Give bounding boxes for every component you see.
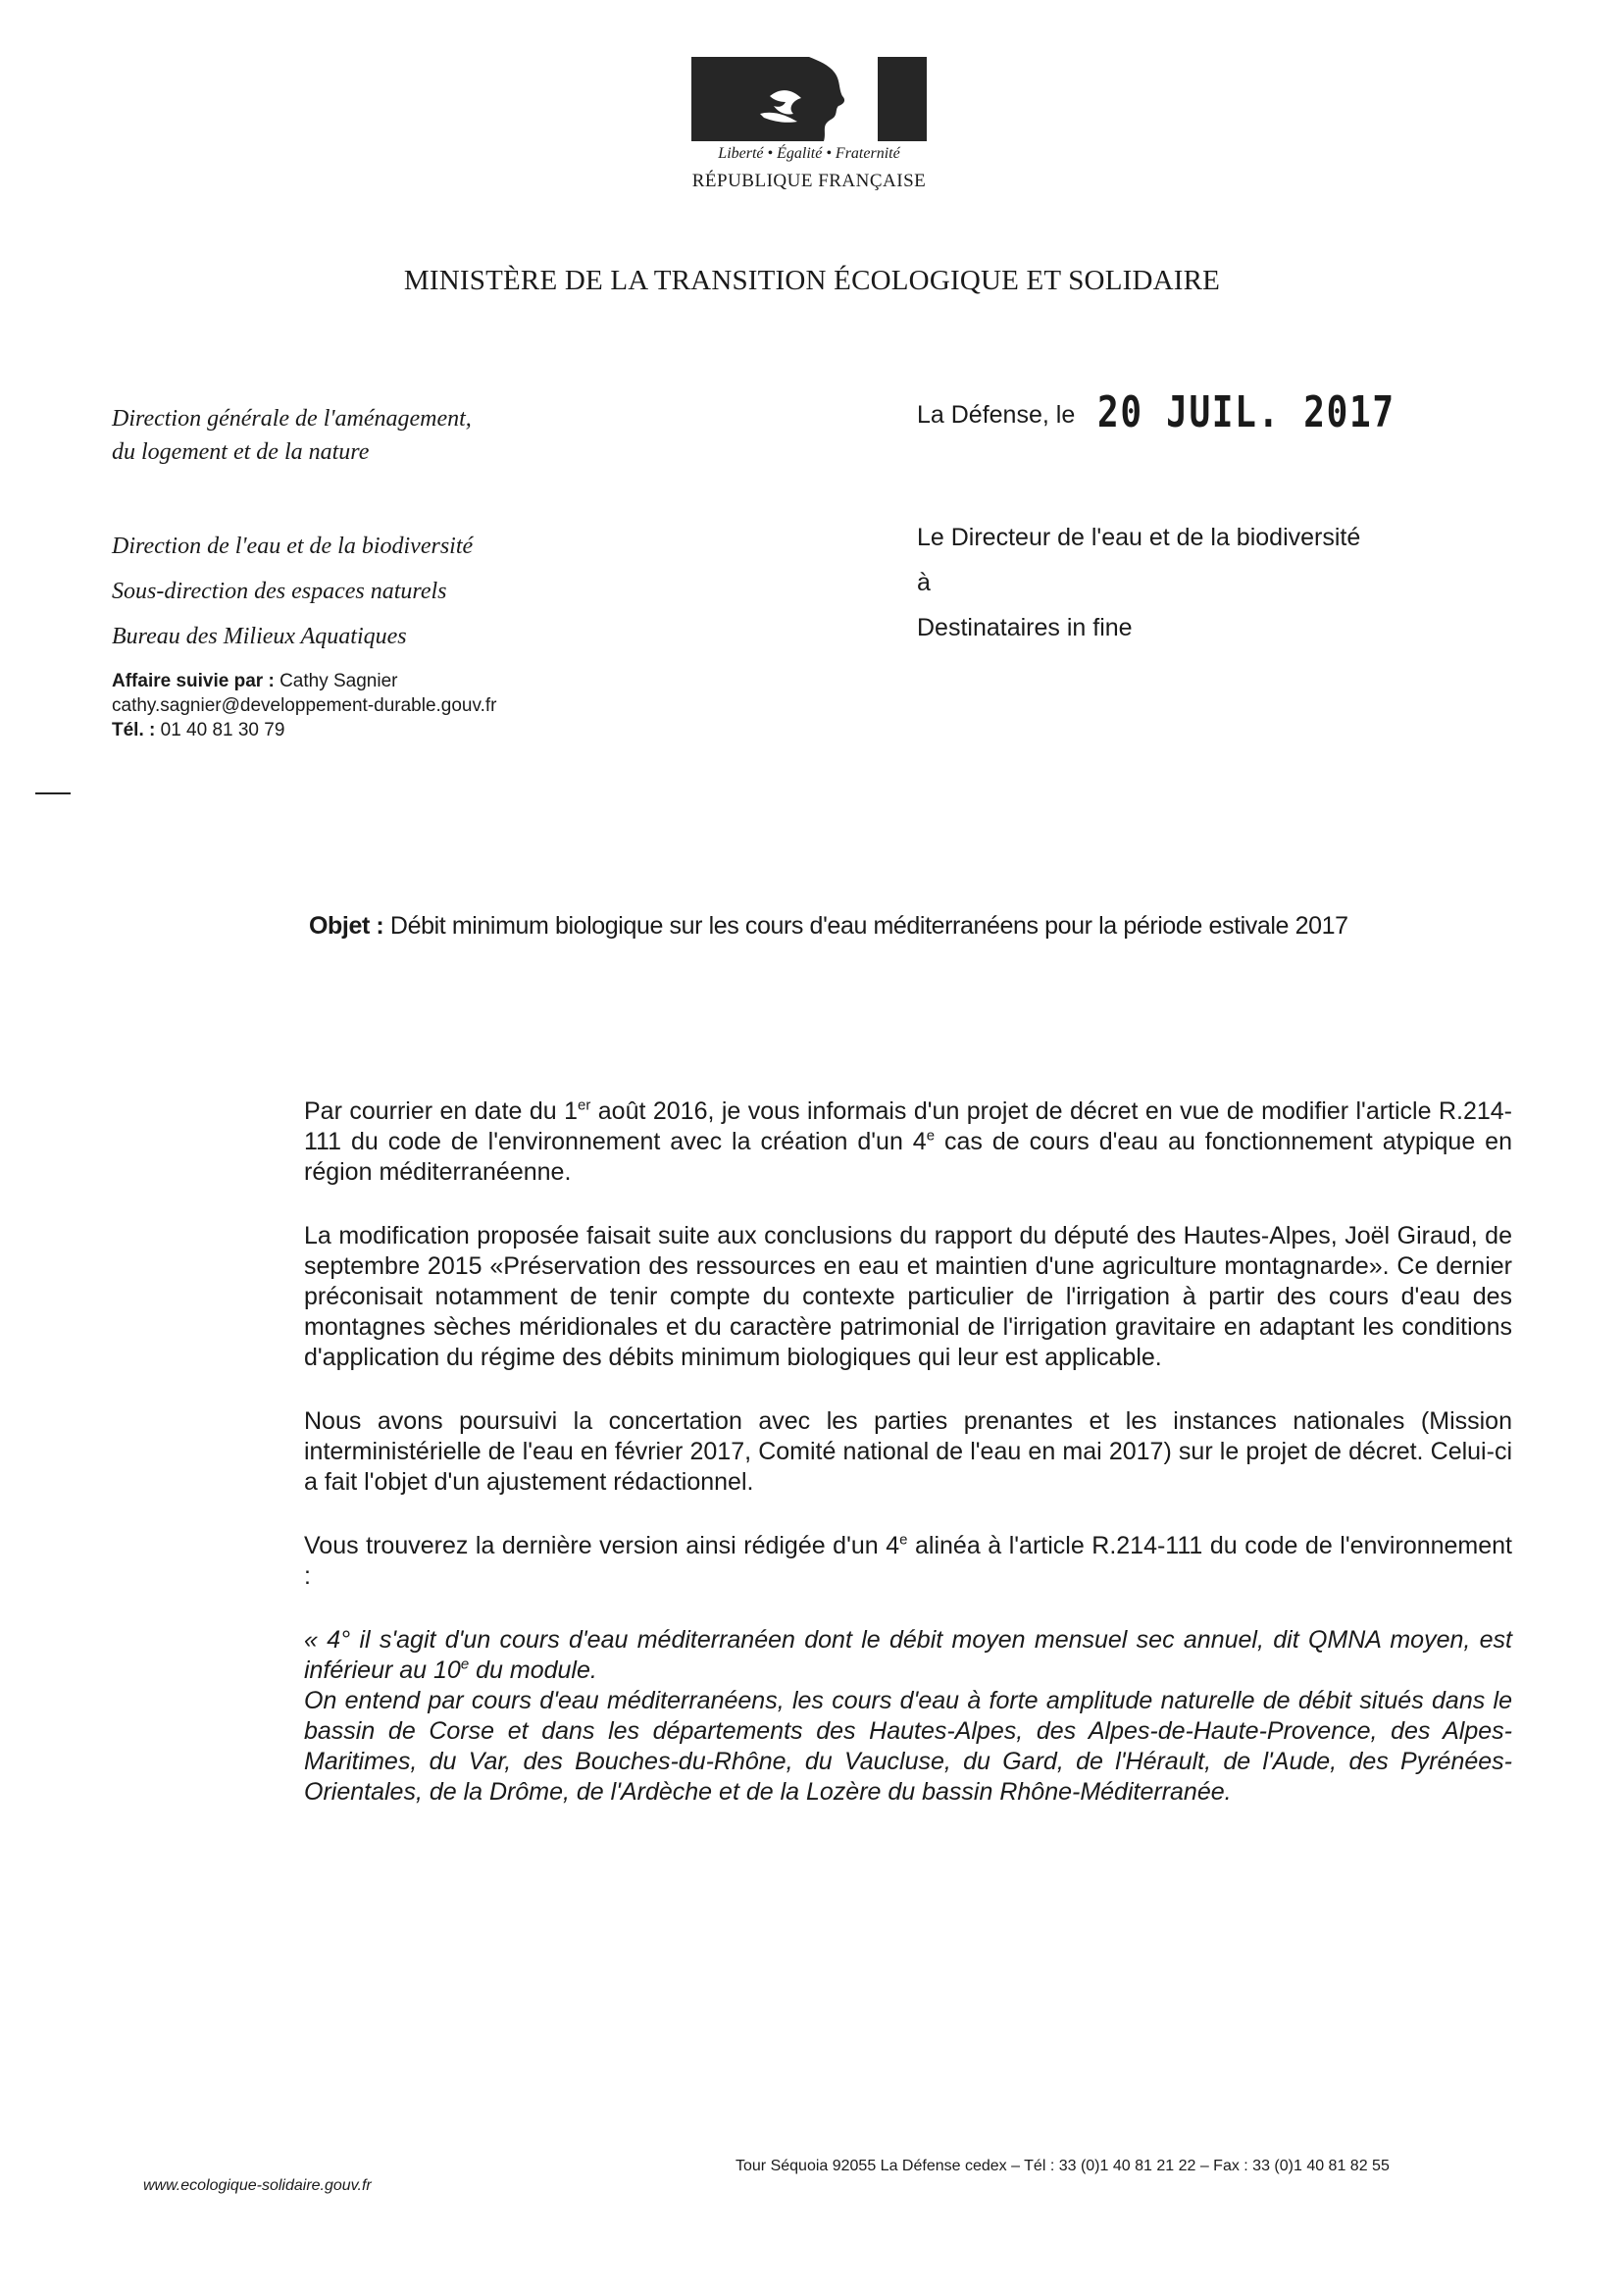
recipient-dest: Destinataires in fine <box>917 614 1133 641</box>
recipient-block <box>917 515 1360 650</box>
contact-phone-line <box>112 718 496 742</box>
date-stamp: 20 JUIL. 2017 <box>1097 387 1396 437</box>
contact-label: Affaire suivie par : <box>112 671 275 691</box>
p4-text-b: alinéa à l'article R.214-111 du code de l'environnement : <box>304 1532 1513 1590</box>
footer-website: www.ecologique-solidaire.gouv.fr <box>143 2177 372 2194</box>
objet-text: Débit minimum biologique sur les cours d'eau méditerranéens pour la période estivale 2017 <box>389 912 1348 940</box>
direction-generale-line2: du logement et de la nature <box>112 439 370 465</box>
direction-generale <box>112 402 472 469</box>
p1-sup-1: er <box>578 1096 591 1114</box>
contact-name: Cathy Sagnier <box>279 671 398 691</box>
q1-text-b: du module. <box>469 1656 597 1684</box>
date-prefix: La Défense, le <box>917 401 1076 429</box>
q1-text-a: « 4° il s'agit d'un cours d'eau méditerranéen dont le débit moyen mensuel sec annuel, dit QMNA moyen, est inférieur au 10 <box>304 1626 1512 1684</box>
paragraph-3: Nous avons poursuivi la concertation avec les parties prenantes et les instances nationales (Mission interministérielle de l'eau en février 2017, Comité national de l'eau en mai 2017) sur le projet de décret. Celui-ci a fait l'objet d'un ajustement rédactionnel. <box>304 1407 1512 1496</box>
tel-number: 01 40 81 30 79 <box>160 720 285 740</box>
quote-paragraph-1 <box>304 1625 1512 1686</box>
objet-line <box>309 912 1348 941</box>
direction-eau-block <box>112 524 473 659</box>
p4-sup: e <box>899 1531 908 1549</box>
bureau: Bureau des Milieux Aquatiques <box>112 624 407 649</box>
quote-paragraph-2: On entend par cours d'eau méditerranéens, les cours d'eau à forte amplitude naturelle de débit situés dans le bassin de Corse et dans les départements des Hautes-Alpes, des Alpes-de-Haute-Provence, des Alpes-Maritimes, du Var, des Bouches-du-Rhône, du Vaucluse, du Gard, de l'Hérault, de l'Aude, des Pyrénées-Orientales, de la Drôme, de l'Ardèche et de la Lozère du bassin Rhône-Méditerranée. <box>304 1687 1512 1806</box>
marianne-logo <box>691 57 927 204</box>
p1-sup-2: e <box>926 1127 936 1145</box>
republic-motto: Liberté • Égalité • Fraternité <box>718 145 900 162</box>
p1-text-c: cas de cours d'eau au fonctionnement atypique en région méditerranéenne. <box>304 1128 1512 1186</box>
sous-direction: Sous-direction des espaces naturels <box>112 579 447 604</box>
marianne-profile-icon <box>691 57 927 141</box>
footer-address: Tour Séquoia 92055 La Défense cedex – Tél : 33 (0)1 40 81 21 22 – Fax : 33 (0)1 40 81 82 55 <box>736 2158 1390 2174</box>
recipient-from: Le Directeur de l'eau et de la biodiversité <box>917 524 1361 551</box>
p1-text-a: Par courrier en date du 1 <box>304 1097 578 1125</box>
contact-line <box>112 669 496 693</box>
fold-mark <box>35 792 71 794</box>
tel-label: Tél. : <box>112 720 156 740</box>
republic-name: RÉPUBLIQUE FRANÇAISE <box>691 171 927 191</box>
paragraph-4 <box>304 1531 1512 1592</box>
p1-text-b: août 2016, je vous informais d'un projet de décret en vue de modifier l'article R.214-111 du code de l'environnement avec la création d'un 4 <box>304 1097 1512 1155</box>
paragraph-1 <box>304 1096 1512 1188</box>
contact-email: cathy.sagnier@developpement-durable.gouv.fr <box>112 695 497 716</box>
q1-sup: e <box>460 1656 470 1673</box>
paragraph-2: La modification proposée faisait suite aux conclusions du rapport du député des Hautes-Alpes, Joël Giraud, de septembre 2015 «Préservation des ressources en eau et maintien d'une agriculture montagnarde». Ce dernier préconisait notamment de tenir compte du contexte particulier de l'irrigation à partir des cours d'eau des montagnes sèches méridionales et du caractère patrimonial de l'irrigation gravitaire en adaptant les conditions d'application du régime des débits minimum biologiques qui leur est applicable. <box>304 1222 1512 1371</box>
contact-block <box>112 669 496 742</box>
date-line <box>917 387 1461 437</box>
direction-eau: Direction de l'eau et de la biodiversité <box>112 534 474 559</box>
recipient-to: à <box>917 569 931 596</box>
ministry-title: MINISTÈRE DE LA TRANSITION ÉCOLOGIQUE ET SOLIDAIRE <box>403 265 1221 296</box>
marianne-emblem <box>691 57 927 141</box>
p4-text-a: Vous trouverez la dernière version ainsi rédigée d'un 4 <box>304 1532 900 1559</box>
objet-label: Objet : <box>309 912 384 940</box>
direction-generale-line1: Direction générale de l'aménagement, <box>112 406 472 432</box>
letter-body <box>304 1096 1512 1808</box>
